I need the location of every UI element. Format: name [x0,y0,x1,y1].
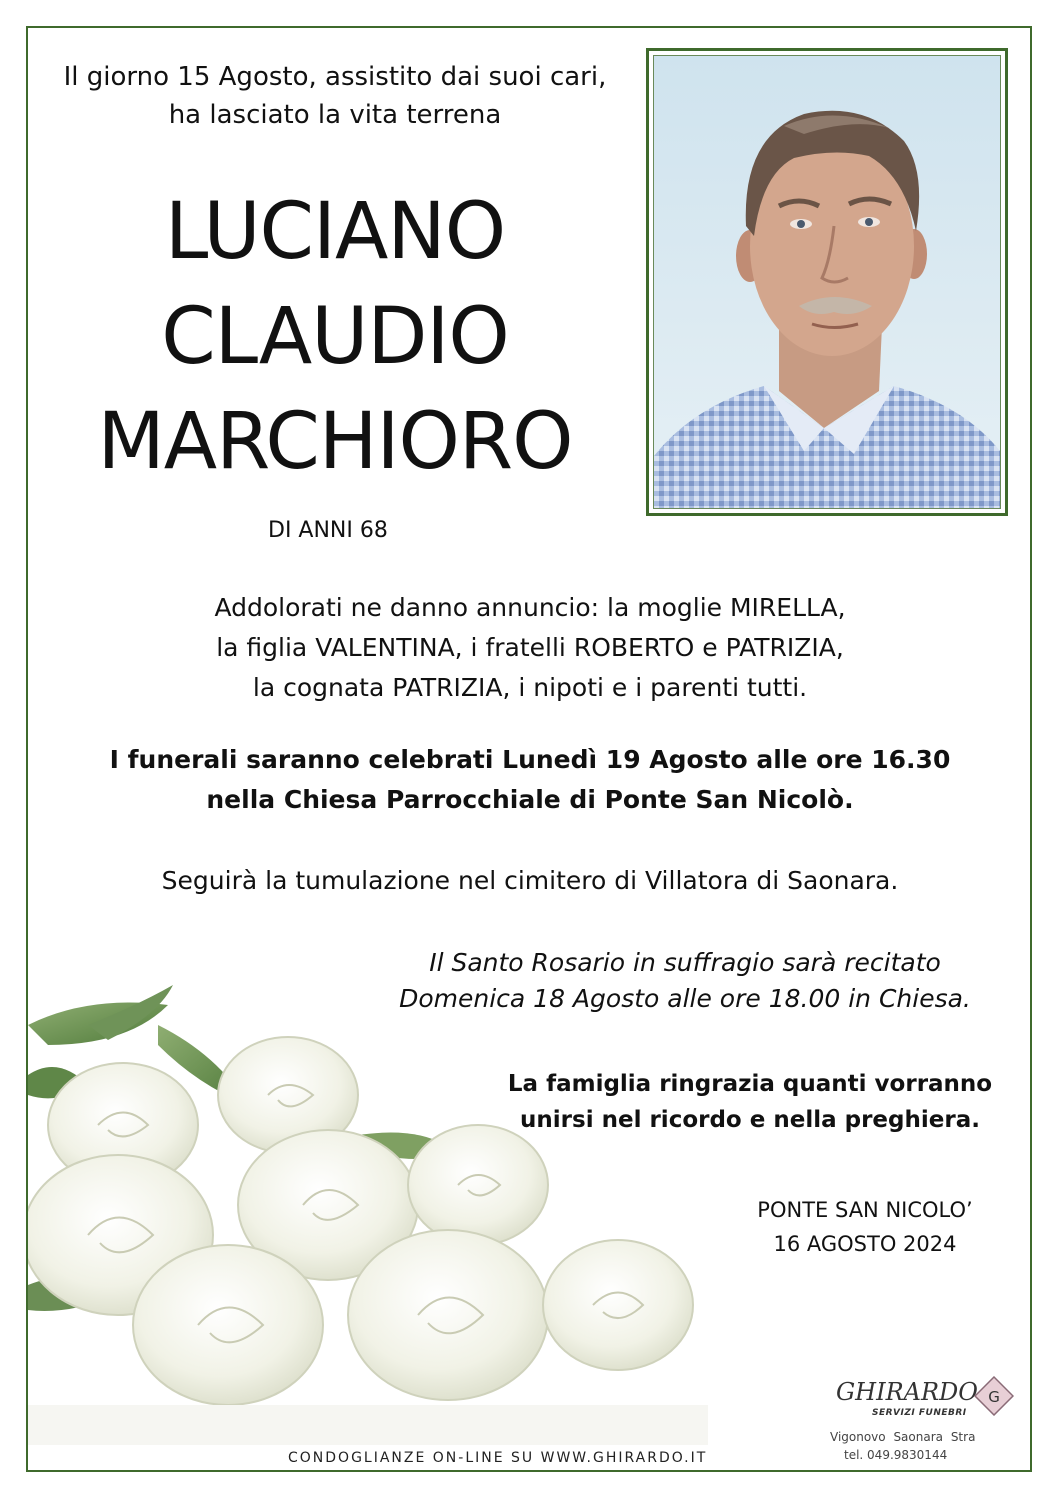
announcement-line-2: la figlia VALENTINA, i fratelli ROBERTO e PATRIZIA, [216,633,844,662]
logo-subtitle: SERVIZI FUNEBRI [872,1408,967,1418]
funeral-line-1: I funerali saranno celebrati Lunedì 19 Agosto alle ore 16.30 [109,745,951,774]
funeral-home-logo [830,1372,1030,1467]
logo-diamond-icon [974,1376,1014,1416]
logo-name: GHIRARDO [836,1378,978,1406]
intro-line-2: ha lasciato la vita terrena [168,100,502,130]
funeral-details [60,740,1000,820]
logo-phone: tel. 049.9830144 [844,1448,948,1462]
logo-towns: Vigonovo Saonara Stra [830,1430,976,1444]
portrait-photo [653,55,1001,509]
age-label: DI ANNI 68 [268,518,388,543]
deceased-name [40,180,630,495]
surname: MARCHIORO [97,397,573,487]
place-label: PONTE SAN NICOLO’ [757,1198,973,1222]
white-roses-illustration [28,985,708,1445]
rosary-line-1: Il Santo Rosario in suffragio sarà recitato [429,948,941,977]
rosary-line-2: Domenica 18 Agosto alle ore 18.00 in Chiesa. [399,984,971,1013]
place-date [720,1193,1010,1261]
first-name: LUCIANO [164,187,506,277]
announcement-line-3: la cognata PATRIZIA, i nipoti e i parenti tutti. [252,673,808,702]
announcement-line-1: Addolorati ne danno annuncio: la moglie MIRELLA, [214,593,846,622]
online-condolences: CONDOGLIANZE ON-LINE SU WWW.GHIRARDO.IT [288,1450,708,1466]
thanks-line-1: La famiglia ringrazia quanti vorranno [507,1071,993,1097]
logo-mark-letter: G [988,1388,1000,1406]
intro-line-1: Il giorno 15 Agosto, assistito dai suoi cari, [63,62,607,92]
funeral-line-2: nella Chiesa Parrocchiale di Ponte San Nicolò. [206,785,854,814]
portrait-frame [646,48,1008,516]
announcement [80,588,980,708]
second-name: CLAUDIO [161,292,509,382]
date-label: 16 AGOSTO 2024 [773,1232,957,1256]
burial-text: Seguirà la tumulazione nel cimitero di Villatora di Saonara. [161,866,899,895]
thanks-line-2: unirsi nel ricordo e nella preghiera. [520,1107,980,1133]
intro-text [40,58,630,134]
